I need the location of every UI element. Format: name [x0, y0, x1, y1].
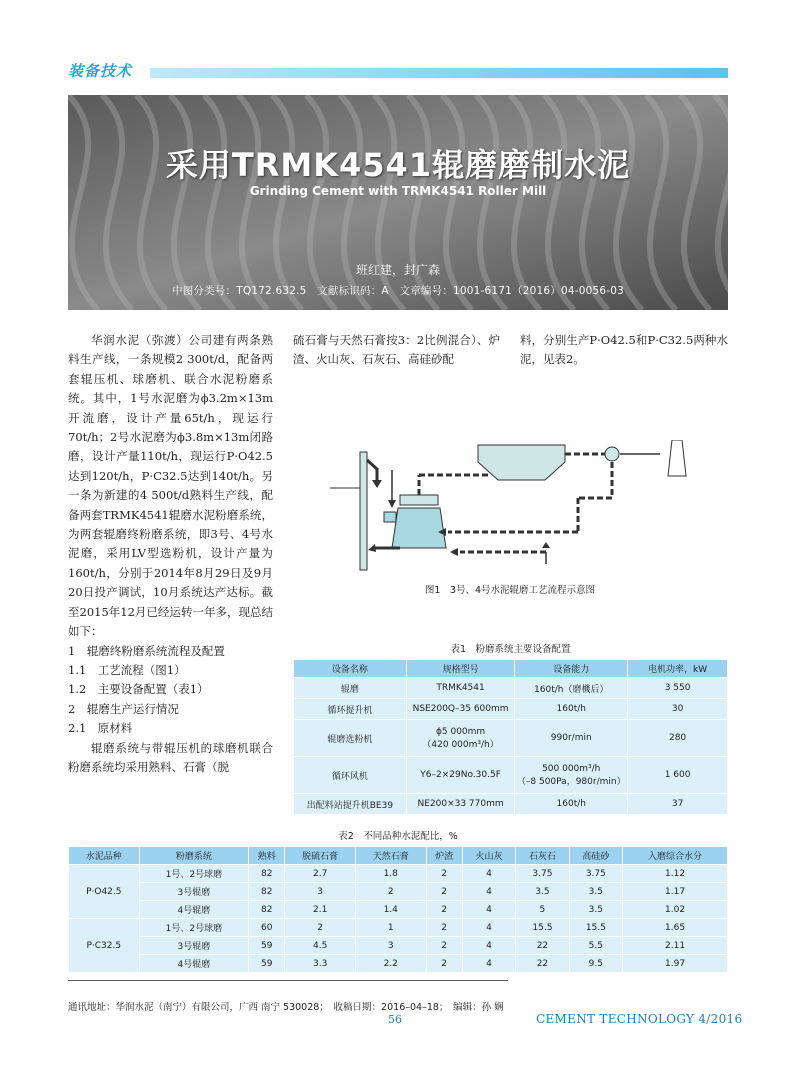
table-cell: TRMK4541 [406, 678, 515, 699]
journal-name: CEMENT TECHNOLOGY 4/2016 [536, 1012, 743, 1026]
table-cell: 3 [355, 937, 426, 955]
article-subtitle: Grinding Cement with TRMK4541 Roller Mill [249, 184, 547, 198]
table-cell: 2.11 [623, 937, 728, 955]
table-cell: 2.2 [355, 955, 426, 973]
table-cell: 1号、2号球磨 [139, 865, 249, 883]
table-cell: 4号辊磨 [139, 955, 249, 973]
body-paragraph: 1.2 主要设备配置（表1） [68, 682, 209, 697]
grade-cell: P·C32.5 [69, 919, 140, 973]
footnote-rule [68, 980, 508, 981]
table-cell: 82 [249, 865, 285, 883]
table-row [294, 757, 728, 794]
table-header-cell: 天然石膏 [355, 847, 426, 865]
table-cell: ϕ5 000mm （420 000m³/h） [406, 720, 515, 757]
table-1-grid [293, 659, 728, 815]
table-cell: 2 [285, 919, 356, 937]
table-cell: 990r/min [515, 720, 628, 757]
table-cell: NE200×33 770mm [406, 794, 515, 815]
table-cell: 4 [462, 955, 515, 973]
table-header-cell: 石灰石 [516, 847, 569, 865]
table-cell: 4.5 [285, 937, 356, 955]
table-cell: 30 [628, 699, 728, 720]
table-header-cell: 高硅砂 [569, 847, 622, 865]
chimney [668, 440, 686, 476]
table-cell: 15.5 [569, 919, 622, 937]
table-header-cell: 熟料 [249, 847, 285, 865]
table-header-cell: 水泥品种 [69, 847, 140, 865]
table-cell: 3 550 [628, 678, 728, 699]
table-cell: 1.65 [623, 919, 728, 937]
table-cell: 3号辊磨 [139, 883, 249, 901]
mill-feeder [384, 512, 396, 522]
table-cell: 2 [426, 883, 462, 901]
table-row [69, 919, 728, 937]
table-header-cell: 火山灰 [462, 847, 515, 865]
table-cell: 4号辊磨 [139, 901, 249, 919]
table-cell: 22 [516, 955, 569, 973]
arrow-up [542, 542, 550, 548]
grade-cell: P·O42.5 [69, 865, 140, 919]
table-cell: 2.7 [285, 865, 356, 883]
arrow-return [368, 544, 376, 552]
table-row [294, 699, 728, 720]
table-cell: 3.75 [516, 865, 569, 883]
table-cell: 1.8 [355, 865, 426, 883]
body-paragraph: 1.1 工艺流程（图1） [68, 662, 186, 677]
table-row [294, 794, 728, 815]
body-paragraph: 辊磨系统与带辊压机的球磨机联合粉磨系统均采用熟料、石膏（脱 [68, 740, 273, 774]
table-cell: 3.75 [569, 865, 622, 883]
table-cell: 500 000m³/h （–8 500Pa，980r/min） [515, 757, 628, 794]
table-cell: 1号、2号球磨 [139, 919, 249, 937]
table-cell: 1.97 [623, 955, 728, 973]
table-cell: 循环风机 [294, 757, 407, 794]
body-paragraph: 华润水泥（弥渡）公司建有两条熟料生产线，一条规模2 300t/d，配备两套辊压机、球磨机、联合水泥粉磨系统。其中，1号水泥磨为ϕ3.2m×13m开流磨，设计产量65t/h，现运行70t/h；2号水泥磨为ϕ3.8m×13m闭路磨，设计产量110t/h，现运行P·O42.5达到120t/h，P·C32.5达到140t/h。另一条为新建的4 500t/d熟料生产线，配备两套TRMK4541辊磨水泥粉磨系统，为两套辊磨终粉磨系统，即3号、4号水泥磨，采用LV型选粉机，设计产量为160t/h，分别于2014年8月29日及9月20日投产调试，10月系统达产达标。截至2015年12月已经运转一年多，现总结如下： [68, 333, 273, 639]
table-cell: 2.1 [285, 901, 356, 919]
table-cell: 4 [462, 919, 515, 937]
table-cell: 辊磨选粉机 [294, 720, 407, 757]
table-cell: 1.4 [355, 901, 426, 919]
body-column-1 [68, 331, 273, 777]
table-cell: 出配料站提升机BE39 [294, 794, 407, 815]
table-cell: 3.5 [569, 883, 622, 901]
section-tag-bar [150, 68, 728, 78]
article-title: 采用TRMK4541辊磨磨制水泥 [165, 146, 631, 184]
table-row [69, 865, 728, 883]
table-header-cell: 电机功率，kW [628, 660, 728, 678]
arrow-left-2 [450, 548, 458, 556]
bag-filter [478, 445, 565, 480]
table-row [294, 678, 728, 699]
classification-line: 中图分类号：TQ172.632.5 文献标识码：A 文章编号：1001-6171（2016）04-0056-03 [172, 285, 624, 297]
table-cell: Y6–2×29No.30.5F [406, 757, 515, 794]
table-cell: NSE200Q–35 600mm [406, 699, 515, 720]
table-2-caption: 表2 不同品种水泥配比，% [338, 831, 458, 842]
table-cell: 15.5 [516, 919, 569, 937]
table-row [294, 720, 728, 757]
body-paragraph: 2 辊磨生产运行情况 [68, 701, 179, 716]
separator-top [400, 495, 438, 505]
table-cell: 59 [249, 937, 285, 955]
table-row [69, 955, 728, 973]
table-cell: 59 [249, 955, 285, 973]
authors: 班红建，封广森 [355, 263, 440, 277]
table-cell: 4 [462, 937, 515, 955]
table-header-cell: 粉磨系统 [139, 847, 249, 865]
table-cell: 82 [249, 883, 285, 901]
table-cell: 2 [426, 955, 462, 973]
body-column-3 [520, 331, 728, 370]
section-tag: 装备技术 [68, 62, 133, 80]
table-header-cell: 设备能力 [515, 660, 628, 678]
table-header-cell: 炉渣 [426, 847, 462, 865]
table-cell: 160t/h [515, 794, 628, 815]
table-2-grid [68, 846, 728, 973]
table-cell: 3.3 [285, 955, 356, 973]
table-cell: 3.5 [569, 901, 622, 919]
table-cell: 1.12 [623, 865, 728, 883]
body-paragraph: 硫石膏与天然石膏按3：2比例混合）、炉渣、火山灰、石灰石、高硅砂配 [293, 333, 500, 367]
table-cell: 60 [249, 919, 285, 937]
body-column-2 [293, 331, 500, 370]
title-banner [68, 95, 728, 310]
table-header-cell: 脱硫石膏 [285, 847, 356, 865]
table-1-caption: 表1 粉磨系统主要设备配置 [450, 644, 571, 655]
table-cell: 2 [355, 883, 426, 901]
table-cell: 1.17 [623, 883, 728, 901]
table-cell: 辊磨 [294, 678, 407, 699]
table-cell: 1 600 [628, 757, 728, 794]
table-cell: 37 [628, 794, 728, 815]
table-cell: 5 [516, 901, 569, 919]
figure-caption: 图1 3号、4号水泥辊磨工艺流程示意图 [424, 585, 596, 596]
table-cell: 循环提升机 [294, 699, 407, 720]
table-1 [293, 641, 728, 815]
table-cell: 160t/h（磨機后） [515, 678, 628, 699]
body-paragraph: 料，分别生产P·O42.5和P·C32.5两种水泥，见表2。 [520, 333, 728, 367]
table-cell: 4 [462, 883, 515, 901]
table-cell: 2 [426, 919, 462, 937]
table-cell: 3 [285, 883, 356, 901]
page-number: 56 [388, 1013, 402, 1026]
table-cell: 82 [249, 901, 285, 919]
table-2 [68, 828, 728, 973]
circulating-fan [605, 447, 619, 461]
table-cell: 3号辊磨 [139, 937, 249, 955]
table-cell: 1 [355, 919, 426, 937]
process-flow-diagram [320, 440, 720, 580]
arrow-down-2 [388, 500, 396, 508]
table-cell: 3.5 [516, 883, 569, 901]
body-paragraph: 1 辊磨终粉磨系统流程及配置 [68, 643, 225, 658]
table-cell: 4 [462, 901, 515, 919]
table-header-cell: 设备名称 [294, 660, 407, 678]
table-cell: 5.5 [569, 937, 622, 955]
table-row [69, 901, 728, 919]
table-cell: 4 [462, 865, 515, 883]
table-cell: 160t/h [515, 699, 628, 720]
roller-mill [392, 508, 446, 548]
table-cell: 1.02 [623, 901, 728, 919]
contact-footnote: 通讯地址：华润水泥（南宁）有限公司，广西 南宁 530028； 收稿日期：2016–04–18； 编辑：孙 娴 [68, 1002, 504, 1013]
table-header-cell: 入磨综合水分 [623, 847, 728, 865]
table-cell: 2 [426, 901, 462, 919]
table-cell: 2 [426, 865, 462, 883]
table-cell: 9.5 [569, 955, 622, 973]
table-row [69, 883, 728, 901]
table-cell: 2 [426, 937, 462, 955]
table-cell: 280 [628, 720, 728, 757]
table-cell: 22 [516, 937, 569, 955]
bucket-elevator [360, 452, 367, 570]
table-row [69, 937, 728, 955]
table-header-cell: 规格型号 [406, 660, 515, 678]
body-paragraph: 2.1 原材料 [68, 721, 133, 736]
